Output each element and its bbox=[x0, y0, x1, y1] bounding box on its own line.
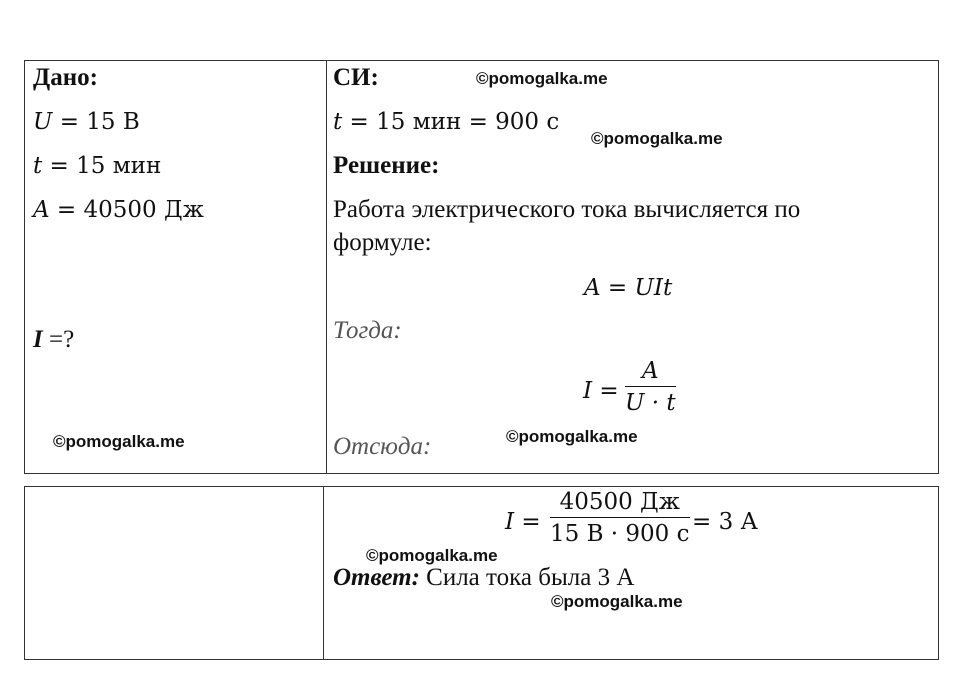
current-fraction-den: U · t bbox=[625, 390, 676, 416]
work-symbol: A bbox=[33, 197, 50, 223]
column-divider bbox=[323, 487, 324, 659]
calc-fraction-num: 40500 Дж bbox=[559, 489, 680, 515]
answer-line bbox=[333, 564, 634, 592]
column-divider bbox=[326, 61, 327, 473]
si-time-value: = 15 мин = 900 с bbox=[342, 109, 560, 135]
work-value: = 40500 Дж bbox=[49, 197, 204, 223]
given-time bbox=[33, 152, 161, 180]
calc-fraction bbox=[550, 489, 690, 547]
find-symbol: I bbox=[33, 326, 43, 353]
voltage-value: = 15 В bbox=[52, 109, 140, 135]
current-symbol: I bbox=[583, 378, 593, 404]
answer-text: Сила тока была 3 А bbox=[419, 564, 635, 591]
si-time-symbol: t bbox=[333, 109, 343, 135]
hence-label: Отсюда: bbox=[333, 433, 432, 460]
fraction-bar bbox=[625, 386, 676, 387]
voltage-symbol: U bbox=[33, 109, 53, 135]
work-formula-rhs: UIt bbox=[634, 275, 673, 301]
watermark: ©pomogalka.me bbox=[366, 546, 498, 565]
watermark: ©pomogalka.me bbox=[53, 432, 185, 451]
then-label: Тогда: bbox=[333, 317, 402, 344]
watermark: ©pomogalka.me bbox=[591, 129, 723, 148]
given-heading: Дано: bbox=[33, 64, 98, 91]
given-voltage bbox=[33, 108, 140, 136]
time-symbol: t bbox=[33, 153, 43, 179]
solution-heading: Решение: bbox=[333, 152, 440, 179]
calc-result: = 3 А bbox=[692, 509, 758, 535]
calc-eq: = bbox=[514, 509, 541, 535]
calc-formula-lhs bbox=[505, 508, 541, 536]
solution-text-line1: Работа электрического тока вычисляется по bbox=[333, 196, 801, 223]
calc-fraction-den: 15 В · 900 с bbox=[550, 521, 690, 547]
time-value: = 15 мин bbox=[42, 153, 162, 179]
given-work bbox=[33, 196, 204, 224]
si-heading: СИ: bbox=[333, 64, 379, 91]
solution-text-line2: формуле: bbox=[333, 229, 432, 256]
work-formula-lhs: A bbox=[584, 275, 601, 301]
current-formula-lhs bbox=[583, 377, 619, 405]
current-eq: = bbox=[592, 378, 619, 404]
find-current bbox=[33, 326, 74, 354]
fraction-bar bbox=[550, 517, 690, 518]
watermark: ©pomogalka.me bbox=[551, 592, 683, 611]
current-fraction-num: A bbox=[641, 358, 659, 384]
watermark: ©pomogalka.me bbox=[476, 69, 608, 88]
work-formula bbox=[584, 274, 672, 302]
current-fraction bbox=[625, 358, 676, 416]
answer-label: Ответ: bbox=[333, 564, 420, 591]
calc-symbol: I bbox=[505, 509, 515, 535]
work-formula-eq: = bbox=[600, 275, 635, 301]
find-rest: =? bbox=[42, 326, 75, 353]
watermark: ©pomogalka.me bbox=[506, 427, 638, 446]
si-conversion bbox=[333, 108, 559, 136]
